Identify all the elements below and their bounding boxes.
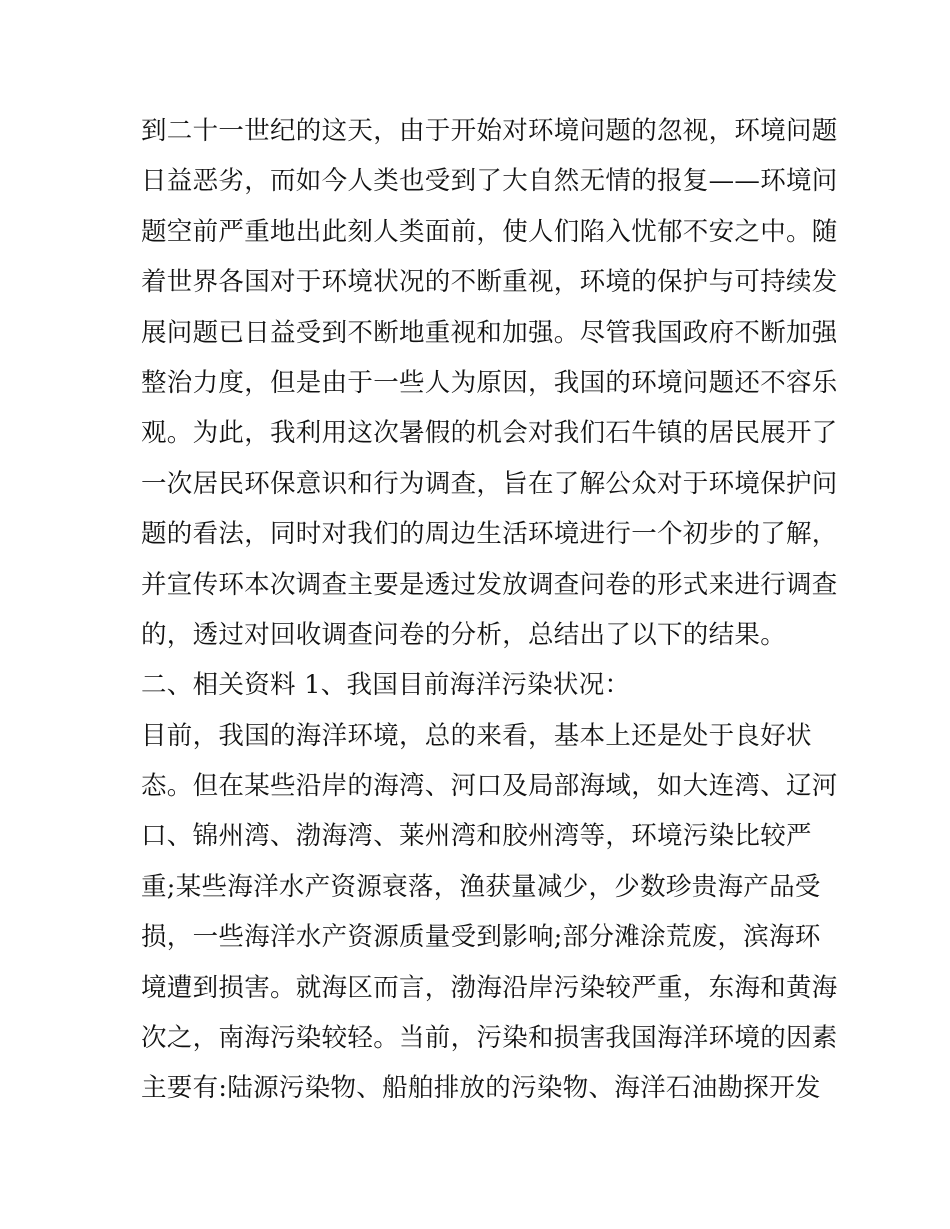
text-line: 目前，我国的海洋环境，总的来看，基本上还是处于良好状 — [141, 720, 812, 751]
section-heading: 二、相关资料 1、我国目前海洋污染状况： — [141, 670, 631, 701]
text-line: 日益恶劣，而如今人类也受到了大自然无情的报复——环境问 — [141, 166, 838, 197]
text-line: 次之，南海污染较轻。当前，污染和损害我国海洋环境的因素 — [141, 1023, 838, 1054]
text-line: 并宣传环本次调查主要是透过发放调查问卷的形式来进行调查 — [141, 569, 838, 600]
text-line: 展问题已日益受到不断地重视和加强。尽管我国政府不断加强 — [141, 317, 838, 348]
text-line: 的，透过对回收调查问卷的分析，总结出了以下的结果。 — [141, 619, 787, 650]
text-line: 一次居民环保意识和行为调查，旨在了解公众对于环境保护问 — [141, 468, 838, 499]
text-line: 着世界各国对于环境状况的不断重视，环境的保护与可持续发 — [141, 267, 838, 298]
text-line: 口、锦州湾、渤海湾、莱州湾和胶州湾等，环境污染比较严 — [141, 821, 812, 852]
text-line: 到二十一世纪的这天，由于开始对环境问题的忽视，环境问题 — [141, 116, 838, 146]
text-line: 整治力度，但是由于一些人为原因，我国的环境问题还不容乐 — [141, 367, 838, 398]
text-line: 观。为此，我利用这次暑假的机会对我们石牛镇的居民展开了 — [141, 418, 838, 449]
text-line: 态。但在某些沿岸的海湾、河口及局部海域，如大连湾、辽河 — [141, 771, 838, 802]
text-line: 主要有:陆源污染物、船舶排放的污染物、海洋石油勘探开发 — [141, 1073, 821, 1104]
text-line: 境遭到损害。就海区而言，渤海沿岸污染较严重，东海和黄海 — [141, 972, 838, 1003]
body-text — [141, 106, 838, 1114]
text-line: 题的看法，同时对我们的周边生活环境进行一个初步的了解， — [141, 519, 838, 550]
text-line: 重;某些海洋水产资源衰落，渔获量减少，少数珍贵海产品受 — [141, 871, 821, 902]
text-line: 损，一些海洋水产资源质量受到影响;部分滩涂荒废，滨海环 — [141, 922, 821, 953]
text-line: 题空前严重地出此刻人类面前，使人们陷入忧郁不安之中。随 — [141, 216, 838, 247]
